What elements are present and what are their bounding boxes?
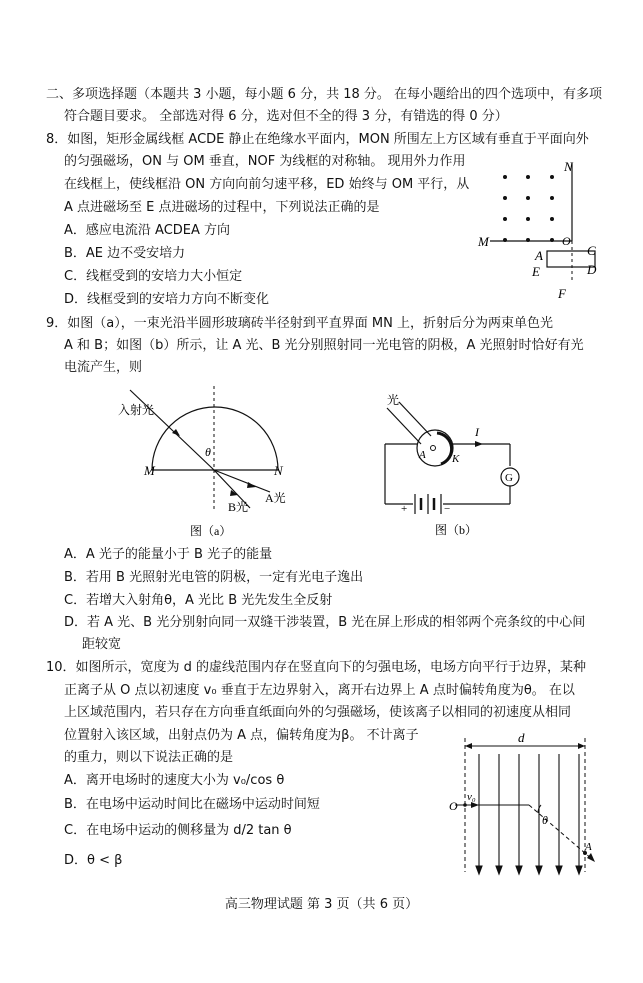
label-minus: − [444,503,451,515]
label-G: G [505,472,513,484]
incident-ray [130,390,214,470]
label-A: A [535,248,543,263]
label-D: D [587,262,597,277]
label-A: A [419,449,426,461]
label-A-light: A光 [265,491,286,505]
light-ray-1 [387,408,421,444]
label-M: M [478,234,489,249]
label-theta: θ [205,445,211,459]
q9-line2: A 和 B；如图（b）所示，让 A 光、B 光分别照射同一光电管的阴极，A 光照射时恰好有光 [64,338,584,353]
label-E: E [532,264,540,279]
q9-option-d: D．若 A 光、B 光分别射向同一双缝干涉装置，B 光在屏上形成的相邻两个亮条纹的中心间 [64,615,586,630]
width-arrow-left [465,743,472,749]
label-C: C [587,243,596,258]
section-header-line2: 符合题目要求。 全部选对得 6 分，选对但不全的得 3 分，有错选的得 0 分） [64,109,508,124]
q10-line2: 正离子从 O 点以初速度 v₀ 垂直于左边界射入，离开右边界上 A 点时偏转角度为θ。 在以 [64,683,575,698]
q9-option-b: B．若用 B 光照射光电管的阴极，一定有光电子逸出 [64,570,364,585]
semicircle-glass [152,407,278,470]
q10-option-c: C．在电场中运动的侧移量为 d/2 tan θ [64,823,292,838]
q8-line1: 8．如图，矩形金属线框 ACDE 静止在绝缘水平面内，MON 所围左上方区域有垂直于平面向外 [46,132,589,147]
q8-option-b: B．AE 边不受安培力 [64,246,186,261]
label-light: 光 [387,393,400,407]
label-N: N [564,159,573,174]
current-arrow [475,441,483,447]
q10-line1: 10．如图所示，宽度为 d 的虚线范围内存在竖直向下的匀强电场，电场方向平行于边界，某种 [46,660,587,675]
q10-option-b: B．在电场中运动时间比在磁场中运动时间短 [64,797,320,812]
q8-line3: 在线框上，使线框沿 ON 方向向前匀速平移，ED 始终与 OM 平行，从 [64,177,470,192]
q9-figure-b [375,388,525,538]
label-I: I [475,425,479,439]
width-arrow-right [578,743,585,749]
point-O [463,803,467,807]
label-v0: v₀ [467,791,476,803]
label-B-light: B光 [228,500,249,514]
label-O: O [562,234,571,248]
battery [415,494,441,514]
caption-b: 图（b） [435,523,478,537]
label-N: N [274,463,283,478]
field-dots [503,175,554,242]
q9-option-a: A．A 光子的能量小于 B 光子的能量 [64,547,273,562]
label-plus: + [401,503,408,515]
q9-figure-a [110,380,300,540]
ray-A-arrow [247,482,256,488]
q9-line3: 电流产生，则 [64,360,143,375]
q10-option-a: A．离开电场时的速度大小为 v₀/cos θ [64,773,285,788]
q8-option-d: D．线框受到的安培力方向不断变化 [64,292,270,307]
q10-line4: 位置射入该区域，出射点仍为 A 点，偏转角度为β。 不计离子 [64,728,419,743]
label-d: d [518,732,525,745]
q8-line4: A 点进磁场至 E 点进磁场的过程中，下列说法正确的是 [64,200,380,215]
q10-electric-field-figure [445,732,605,882]
q9-option-c: C．若增大入射角θ，A 光比 B 光先发生全反射 [64,593,333,608]
page-footer: 高三物理试题 第 3 页（共 6 页） [224,897,419,912]
light-ray-2 [399,402,431,436]
section-header-line1: 二、多项选择题（本题共 3 小题，每小题 6 分，共 18 分。 在每小题给出的四个选项中，有多项 [46,87,603,102]
q9-line1: 9．如图（a），一束光沿半圆形玻璃砖半径射到平直界面 MN 上，折射后分为两束单色光 [46,316,553,331]
label-K: K [452,453,460,465]
caption-a: 图（a） [190,524,232,538]
exit-arrow [587,853,595,862]
label-A: A [585,841,592,853]
label-O: O [449,799,458,813]
field-lines [476,754,582,874]
q8-magnetic-field-figure [470,155,605,305]
q10-line5: 的重力，则以下说法正确的是 [64,750,234,765]
q10-option-d: D．θ < β [64,853,123,868]
q10-line3: 上区域范围内，若只存在方向垂直纸面向外的匀强磁场，使该离子以相同的初速度从相同 [64,705,572,720]
q8-option-c: C．线框受到的安培力大小恒定 [64,269,243,284]
label-M: M [144,463,155,478]
label-theta: θ [542,813,548,827]
q8-line2: 的匀强磁场，ON 与 OM 垂直，NOF 为线框的对称轴。 现用外力作用 [64,154,466,169]
anode-A [431,446,436,451]
label-incident: 入射光 [118,403,155,417]
label-F: F [558,286,566,301]
incident-arrow [172,429,180,436]
q8-option-a: A．感应电流沿 ACDEA 方向 [64,223,231,238]
q9-option-d-cont: 距较宽 [82,637,122,652]
ray-A [214,470,270,492]
